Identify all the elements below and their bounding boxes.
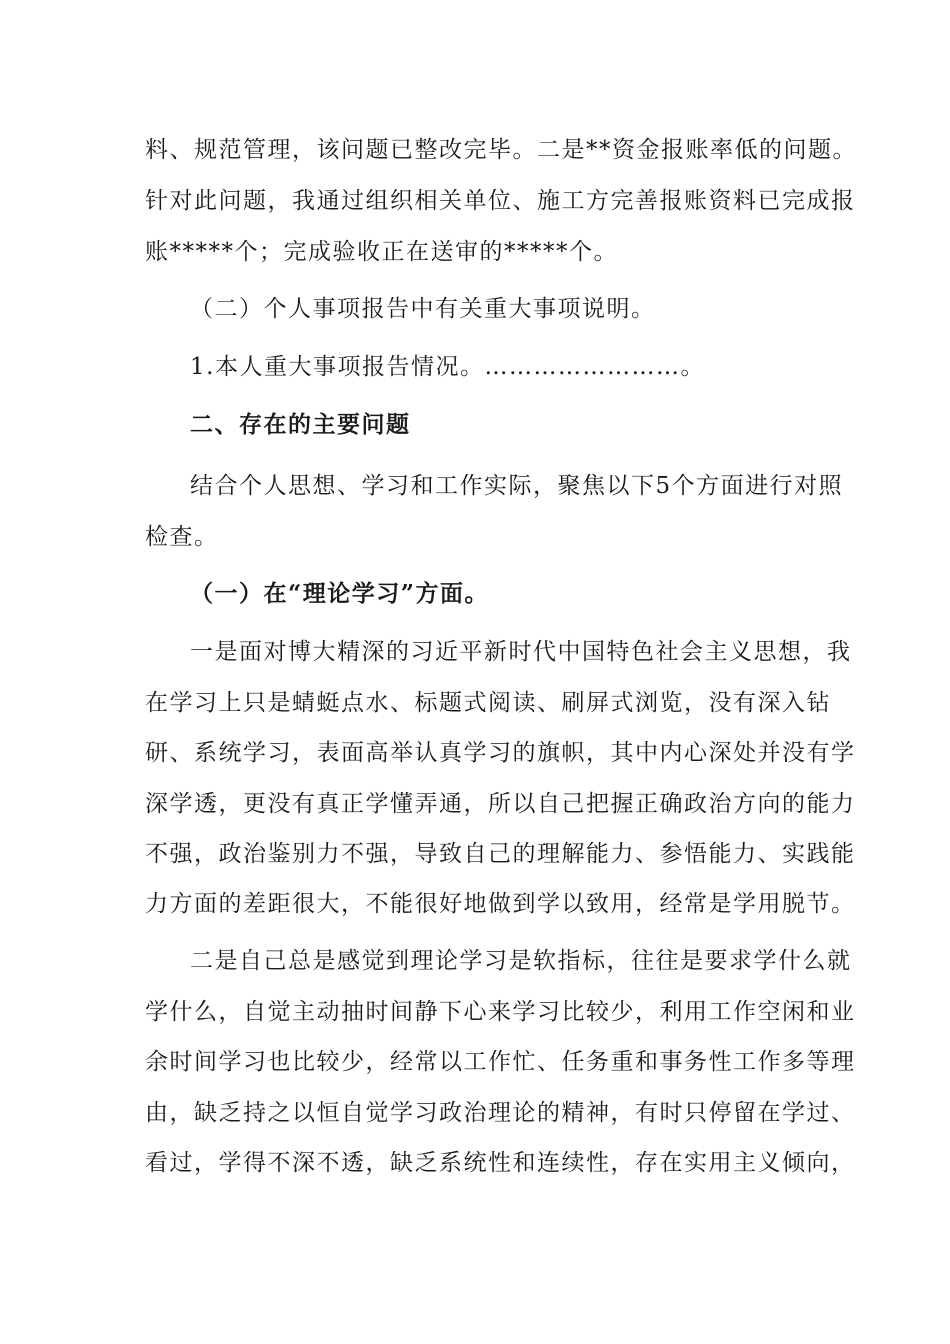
text-line: 一是面对博大精深的习近平新时代中国特色社会主义思想，我 [190,639,852,665]
text-line: 账*****个；完成验收正在送审的*****个。 [145,239,618,265]
chapter-heading: 二、存在的主要问题 [190,411,411,438]
text-line: 在学习上只是蜻蜓点水、标题式阅读、刷屏式浏览，没有深入钻 [145,690,831,716]
text-line: 二是自己总是感觉到理论学习是软指标，往往是要求学什么就 [190,948,852,974]
text-line: 余时间学习也比较少，经常以工作忙、任务重和事务性工作多等理 [145,1049,856,1075]
text-line: 1.本人重大事项报告情况。……………………。 [190,354,705,380]
text-line: 料、规范管理，该问题已整改完毕。二是**资金报账率低的问题。 [145,137,857,163]
text-line: 看过，学得不深不透，缺乏系统性和连续性，存在实用主义倾向， [145,1150,856,1176]
text-line: 学什么，自觉主动抽时间静下心来学习比较少，利用工作空闲和业 [145,999,856,1025]
text-line: 力方面的差距很大，不能很好地做到学以致用，经常是学用脱节。 [145,891,856,917]
section-heading: （一）在“理论学习”方面。 [190,580,489,607]
text-line: 不强，政治鉴别力不强，导致自己的理解能力、参悟能力、实践能 [145,841,856,867]
text-line: 深学透，更没有真正学懂弄通，所以自己把握正确政治方向的能力 [145,791,856,817]
text-line: 针对此问题，我通过组织相关单位、施工方完善报账资料已完成报 [145,188,856,214]
section-heading: （二）个人事项报告中有关重大事项说明。 [190,296,656,322]
text-line: 研、系统学习，表面高举认真学习的旗帜，其中内心深处并没有学 [145,740,856,766]
text-line: 由，缺乏持之以恒自觉学习政治理论的精神，有时只停留在学过、 [145,1100,856,1126]
text-line: 检查。 [145,524,219,550]
text-line: 结合个人思想、学习和工作实际，聚焦以下5个方面进行对照 [190,473,844,499]
